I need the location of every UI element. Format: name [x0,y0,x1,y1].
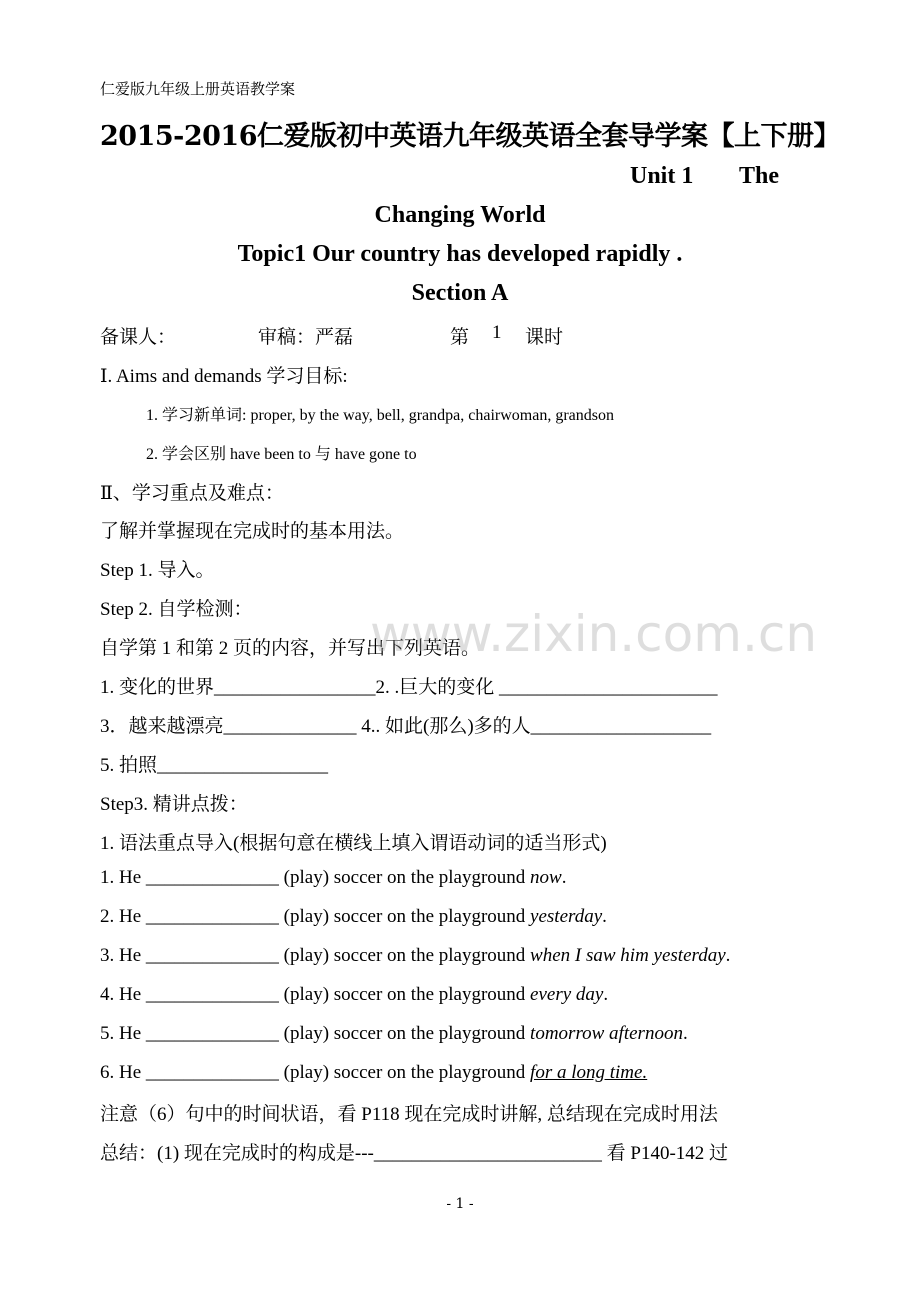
unit-title: Changing World [374,202,546,228]
period-pre: 第 [450,327,470,348]
time-adverbial: for a long time. [530,1062,648,1083]
page-header: 仁爱版九年级上册英语教学案 [100,80,296,98]
step3-heading: Step3. 精讲点拨： [100,794,248,815]
exercise-sentence: 1. He ______________ (play) soccer on the playground now. [100,867,567,888]
reviewer-label: 审稿：严磊 [258,327,354,348]
exercise-sentence: 3. He ______________ (play) soccer on the playground when I saw him yesterday. [100,945,731,966]
step2-item: 3．越来越漂亮______________ 4.. 如此(那么)多的人___________________ [100,716,712,737]
unit-the: The [739,163,780,189]
step3-intro: 1. 语法重点导入(根据句意在横线上填入谓语动词的适当形式) [100,833,607,854]
time-adverbial: every day [530,984,604,1005]
exercise-sentence: 2. He ______________ (play) soccer on the playground yesterday. [100,906,607,927]
step2-intro: 自学第 1 和第 2 页的内容，并写出下列英语。 [100,638,481,659]
document-title: 2015-2016仁爱版初中英语九年级英语全套导学案【上下册】 [100,121,840,152]
key-content: 了解并掌握现在完成时的基本用法。 [100,521,405,542]
step2-item: 1. 变化的世界_________________2. .巨大的变化 _______________________ [100,677,718,698]
period-post: 课时 [525,327,564,348]
time-adverbial: tomorrow afternoon [530,1023,683,1044]
aims-heading: Ⅰ. Aims and demands 学习目标: [100,366,348,387]
exercise-sentence: 6. He ______________ (play) soccer on the playground for a long time. [100,1062,648,1083]
time-adverbial: when I saw him yesterday [530,945,726,966]
step2-heading: Step 2. 自学检测： [100,599,253,620]
grammar-note: 注意（6）句中的时间状语，看 P118 现在完成时讲解, 总结现在完成时用法 [100,1104,718,1125]
aims-item: 1. 学习新单词: proper, by the way, bell, grandpa, chairwoman, grandson [146,407,614,424]
exercise-sentence: 5. He ______________ (play) soccer on the playground tomorrow afternoon. [100,1023,688,1044]
key-heading: Ⅱ、学习重点及难点： [100,483,284,504]
time-adverbial: now [530,867,562,888]
topic-title: Topic1 Our country has developed rapidly . [237,241,683,267]
period-number: 1 [492,322,502,343]
page-number: - 1 - [446,1196,474,1212]
watermark: www.zixin.com.cn [370,605,818,663]
preparer-label: 备课人： [100,327,177,348]
unit-label: Unit 1 [630,163,694,189]
section-title: Section A [411,280,509,306]
step2-item: 5. 拍照__________________ [100,755,329,776]
exercise-sentence: 4. He ______________ (play) soccer on the playground every day. [100,984,609,1005]
time-adverbial: yesterday [530,906,603,927]
grammar-summary: 总结：(1) 现在完成时的构成是---________________________ 看 P140-142 过 [100,1143,729,1164]
aims-item: 2. 学会区别 have been to 与 have gone to [146,446,417,463]
step1-heading: Step 1. 导入。 [100,560,215,581]
